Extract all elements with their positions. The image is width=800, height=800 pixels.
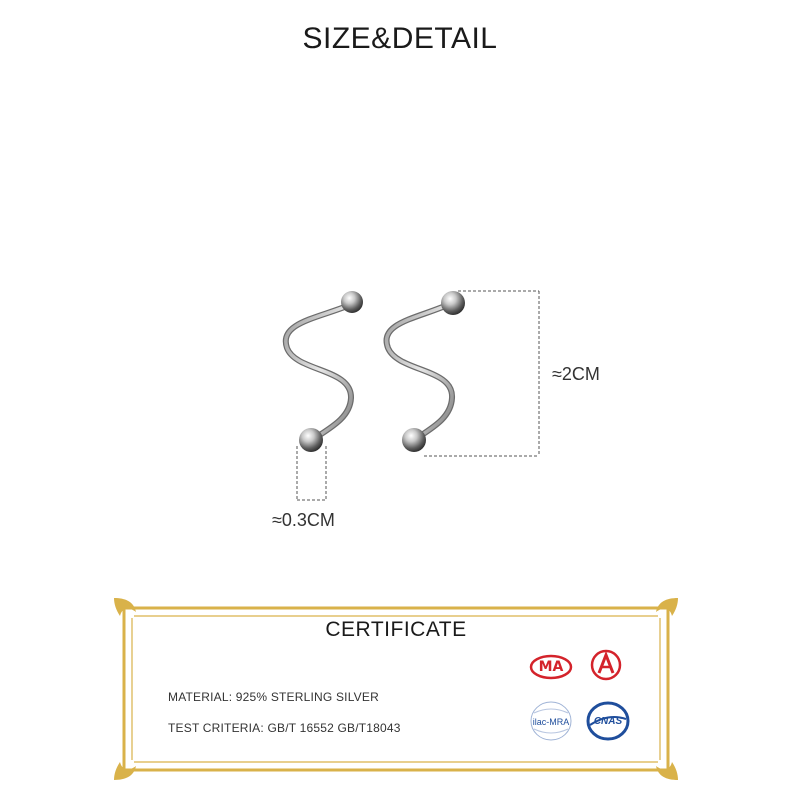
ilac-mra-seal-icon	[526, 699, 576, 743]
cnas-seal-icon	[584, 699, 632, 743]
earring-ball	[402, 428, 426, 452]
material-text: MATERIAL: 925% STERLING SILVER	[168, 690, 379, 704]
certificate-panel	[112, 596, 680, 782]
earring-ball	[299, 428, 323, 452]
earring-right	[386, 291, 465, 452]
earring-ball	[341, 291, 363, 313]
svg-text:CNAS: CNAS	[593, 716, 623, 727]
cma-seal-icon: MA	[529, 654, 573, 680]
ball-dimension-guide	[297, 446, 326, 500]
ball-dimension-label: ≈0.3CM	[272, 510, 335, 530]
test-criteria-text: TEST CRITERIA: GB/T 16552 GB/T18043	[168, 721, 401, 735]
page-title: SIZE&DETAIL	[302, 22, 498, 55]
height-dimension-label: ≈2CM	[552, 364, 600, 384]
height-dimension-guide	[424, 291, 539, 456]
svg-text:ilac-MRA: ilac-MRA	[532, 717, 570, 727]
certificate-title: CERTIFICATE	[325, 618, 467, 641]
earring-ball	[441, 291, 465, 315]
earring-left	[286, 291, 363, 452]
